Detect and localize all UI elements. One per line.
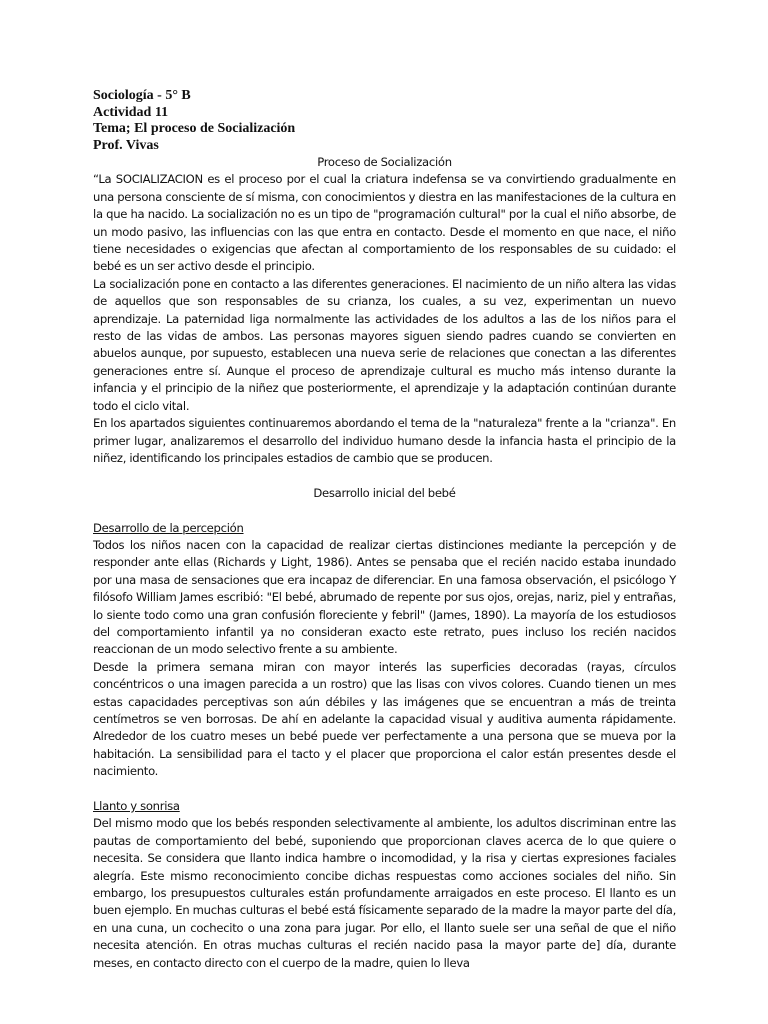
paragraph: Todos los niños nacen con la capacidad de realizar ciertas distinciones mediante la percepción y de responder ante ellas (Richards y Light, 1986). Antes se pensaba que el recién nacido estaba inundado por una masa de sensaciones que era incapaz de diferenciar. En una famosa observación, el psicólogo Y filósofo William James escribió: "El bebé, abrumado de repente por sus ojos, orejas, nariz, piel y entrañas, lo siente todo como una gran confusión floreciente y febril" (James, 1890). La mayoría de los estudiosos del comportamiento infantil ya no consideran exacto este retrato, pues incluso los recién nacidos reaccionan de un modo selectivo frente a su ambiente. [93, 537, 676, 657]
section-title-desarrollo: Desarrollo inicial del bebé [313, 485, 456, 500]
spacer [93, 502, 676, 519]
spacer [93, 781, 676, 798]
paragraph: Del mismo modo que los bebés responden selectivamente al ambiente, los adultos discriminan entre las pautas de comportamiento del bebé, suponiendo que proporcionan claves acerca de lo que quiere o necesita. Se considera que llanto indica hambre o incomodidad, y la risa y ciertas expresiones faciales alegría. Este mismo reconocimiento concibe dichas respuestas como acciones sociales del niño. Sin embargo, los presupuestos culturales están profundamente arraigados en este proceso. El llanto es un buen ejemplo. En muchas culturas el bebé está físicamente separado de la madre la mayor parte del día, en una cuna, un cochecito o una zona para jugar. Por ello, el llanto suele ser una señal de que el niño necesita atención. En otras muchas culturas el recién nacido pasa la mayor parte de] día, durante meses, en contacto directo con el cuerpo de la madre, quien lo lleva [93, 816, 676, 970]
spacer [93, 467, 676, 484]
document-header [93, 88, 676, 154]
paragraph: La socialización pone en contacto a las diferentes generaciones. El nacimiento de un niño altera las vidas de aquellos que son responsables de su crianza, los cuales, a su vez, experimentan un nuevo aprendizaje. La paternidad liga normalmente las actividades de los adultos a las de los niños para el resto de las vidas de ambos. Las personas mayores siguen siendo padres cuando se convierten en abuelos aunque, por supuesto, establecen una nueva serie de relaciones que conectan a las diferentes generaciones entre sí. Aunque el proceso de aprendizaje cultural es mucho más intenso durante la infancia y el principio de la niñez que posteriormente, el aprendizaje y la adaptación continúan durante todo el ciclo vital. [93, 276, 676, 413]
topic-title: Tema; El proceso de Socialización [93, 121, 296, 136]
course-title: Sociología - 5° B [93, 88, 191, 103]
document-body [93, 154, 676, 972]
paragraph: Desde la primera semana miran con mayor interés las superficies decoradas (rayas, círculos concéntricos o una imagen parecida a un rostro) que las lisas con vivos colores. Cuando tienen un mes estas capacidades perceptivas son aún débiles y las imágenes que se encuentran a más de treinta centímetros se ven borrosas. De ahí en adelante la capacidad visual y auditiva aumenta rápidamente. Alrededor de los cuatro meses un bebé puede ver perfectamente a una persona que se mueva por la habitación. La sensibilidad para el tacto y el placer que proporciona el calor están presentes desde el nacimiento. [93, 659, 676, 779]
section-title-socializacion: Proceso de Socialización [317, 155, 452, 169]
activity-title: Actividad 11 [93, 104, 169, 120]
paragraph: “La SOCIALIZACION es el proceso por el cual la criatura indefensa se va convirtiendo gradualmente en una persona consciente de sí misma, con conocimientos y diestra en las manifestaciones de la cultura en la que ha nacido. La socialización no es un tipo de "programación cultural" por la cual el niño absorbe, de un modo pasivo, las influencias con las que entra en contacto. Desde el momento en que nace, el niño tiene necesidades o exigencias que afectan al comportamiento de los responsables de su cuidado: el bebé es un ser activo desde el principio. [93, 172, 676, 274]
subsection-heading-llanto: Llanto y sonrisa [93, 798, 180, 813]
paragraph: En los apartados siguientes continuaremos abordando el tema de la "naturaleza" frente a la "crianza". En primer lugar, analizaremos el desarrollo del individuo humano desde la infancia hasta el principio de la niñez, identificando los principales estadios de cambio que se producen. [93, 416, 676, 465]
document-page [93, 88, 676, 972]
subsection-heading-percepcion: Desarrollo de la percepción [93, 520, 244, 535]
teacher-name: Prof. Vivas [93, 137, 159, 153]
